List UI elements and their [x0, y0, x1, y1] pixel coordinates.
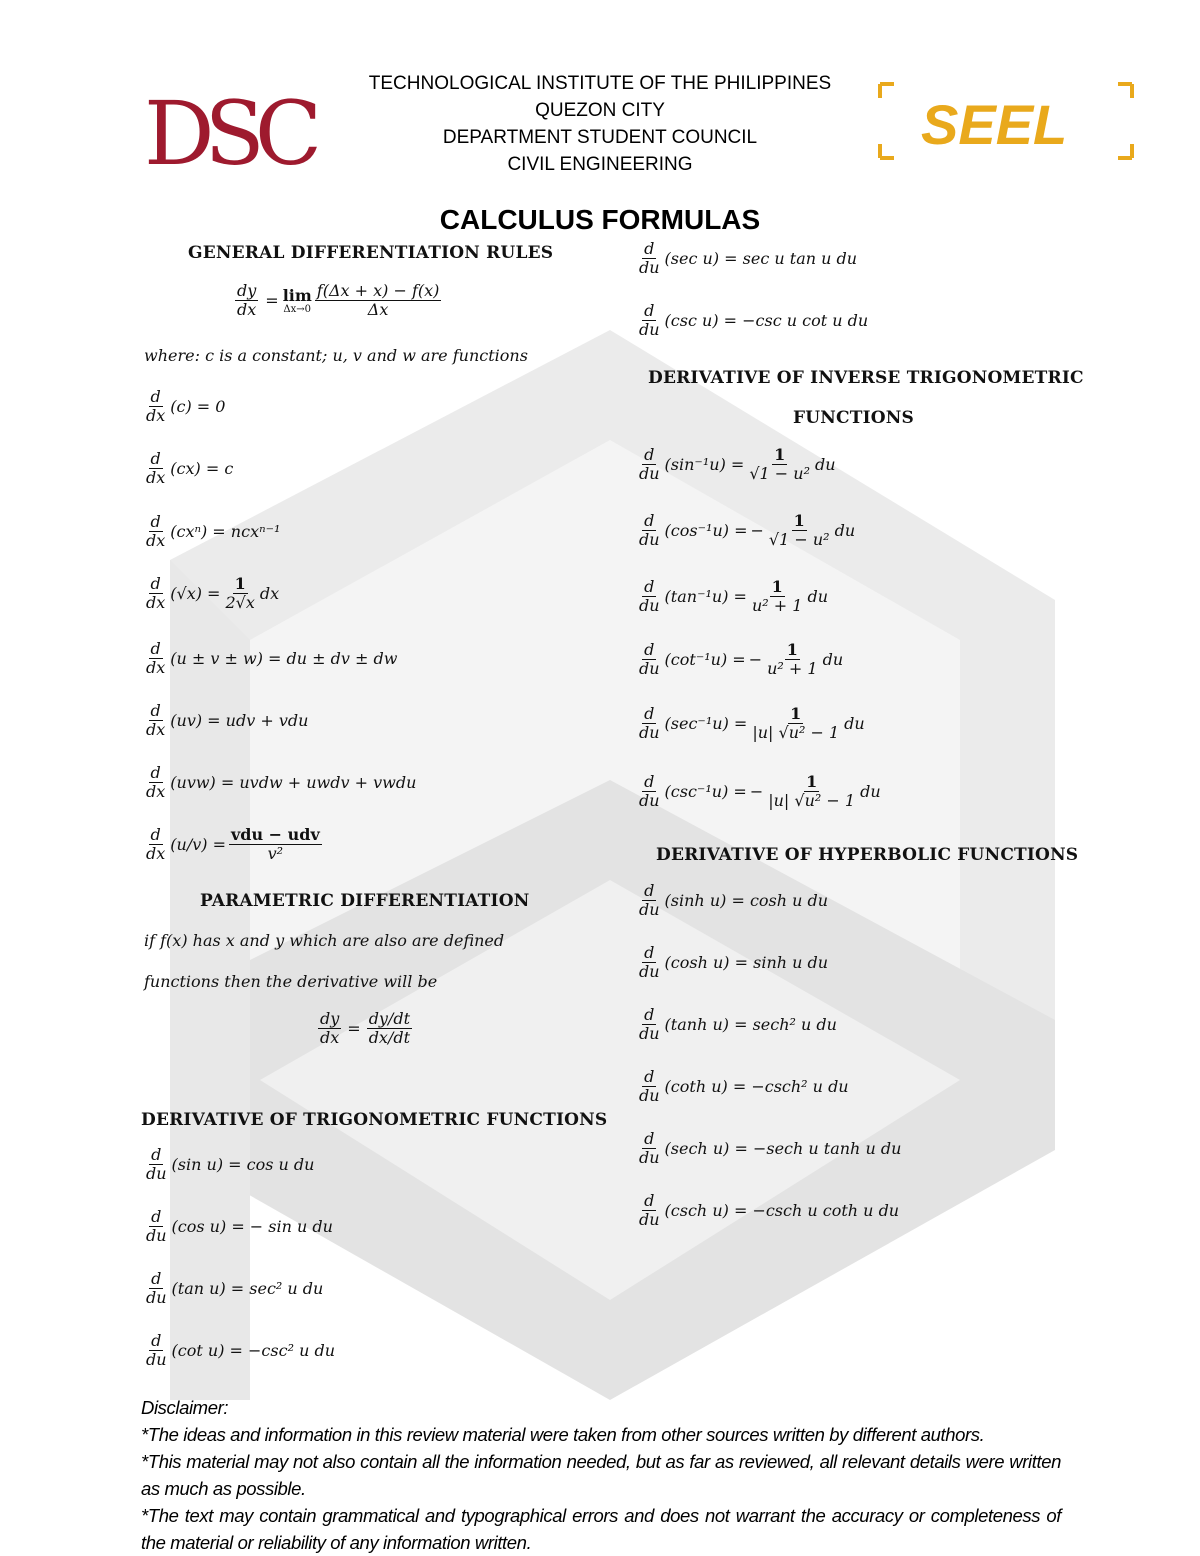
derivative-operator: $\frac{d}{dx}$: [146, 825, 166, 863]
derivative-operator: $\frac{d}{du}$: [639, 943, 660, 981]
seel-logo-text: SEEL: [921, 93, 1068, 156]
disclaimer-title: Disclaimer:: [141, 1397, 229, 1418]
parametric-formula: $\frac{dy}{dx}$ = $\frac{dy/dt}{dx/dt}$: [320, 1009, 411, 1047]
derivative-operator: $\frac{d}{dx}$: [146, 449, 166, 487]
section-general: GENERAL DIFFERENTIATION RULES: [188, 243, 554, 263]
dsc-logo: [144, 82, 313, 185]
general-rule: $\frac{d}{dx}$ (uv) = udv + vdu: [146, 701, 309, 739]
trig-rule: $\frac{d}{du}$ (cot u) = −csc² u du: [146, 1331, 335, 1369]
derivative-operator: $\frac{d}{du}$: [639, 1191, 660, 1229]
hyperbolic-rule: $\frac{d}{du}$ (tanh u) = sech² u du: [639, 1005, 837, 1043]
section-trig: DERIVATIVE OF TRIGONOMETRIC FUNCTIONS: [141, 1110, 608, 1130]
general-rule: $\frac{d}{dx}$ (u ± v ± w) = du ± dv ± dw: [146, 639, 398, 677]
derivative-operator: $\frac{d}{du}$: [639, 1067, 660, 1105]
derivative-operator: $\frac{d}{du}$: [146, 1331, 167, 1369]
derivative-operator: $\frac{d}{du}$: [639, 881, 660, 919]
city: QUEZON CITY: [535, 100, 665, 121]
department: CIVIL ENGINEERING: [507, 154, 693, 175]
section-inverse-line-2: FUNCTIONS: [793, 408, 914, 428]
section-inverse-line-1: DERIVATIVE OF INVERSE TRIGONOMETRIC: [648, 368, 1084, 388]
derivative-operator: $\frac{d}{dx}$: [146, 512, 166, 550]
hyperbolic-rule: $\frac{d}{du}$ (coth u) = −csch² u du: [639, 1067, 849, 1105]
trig-rule: $\frac{d}{du}$ (sin u) = cos u du: [146, 1145, 315, 1183]
council: DEPARTMENT STUDENT COUNCIL: [442, 127, 758, 148]
derivative-operator: $\frac{d}{du}$: [639, 704, 660, 742]
inverse-trig-rule: $\frac{d}{du}$ (sec⁻¹u) = $\frac{1}{\text{|u| √u² − 1}}$ du: [639, 704, 865, 742]
derivative-operator: $\frac{d}{du}$: [146, 1145, 167, 1183]
trig-rule: $\frac{d}{du}$ (sec u) = sec u tan u du: [639, 239, 858, 277]
disclaimer-item: *The text may contain grammatical and typographical errors and does not warrant the accuracy or completeness of the material or reliability of any information written.: [141, 1505, 1061, 1553]
derivative-operator: $\frac{d}{du}$: [639, 577, 660, 615]
trig-rule: $\frac{d}{du}$ (tan u) = sec² u du: [146, 1269, 324, 1307]
general-rule: $\frac{d}{dx}$ (cxⁿ) = ncxⁿ⁻¹: [146, 512, 281, 550]
derivative-operator: $\frac{d}{du}$: [639, 445, 660, 483]
hyperbolic-rule: $\frac{d}{du}$ (cosh u) = sinh u du: [639, 943, 829, 981]
inverse-trig-rule: $\frac{d}{du}$ (csc⁻¹u) = − $\frac{1}{\text{|u| √u² − 1}}$ du: [639, 772, 881, 810]
trig-rule: $\frac{d}{du}$ (csc u) = −csc u cot u du: [639, 301, 869, 339]
limit-definition: $\frac{dy}{dx}$ = lim Δx→0 $\frac{f(\Delta x + x) - f(x)}{\Delta x}$: [237, 281, 440, 319]
derivative-operator: $\frac{d}{du}$: [639, 1129, 660, 1167]
inverse-trig-rule: $\frac{d}{du}$ (tan⁻¹u) = $\frac{1}{\text{u² + 1}}$ du: [639, 577, 828, 615]
trig-rule: $\frac{d}{du}$ (cos u) = − sin u du: [146, 1207, 333, 1245]
general-rule: $\frac{d}{dx}$ (u/v) = $\frac{\text{vdu − udv}}{\text{v²}}$: [146, 825, 320, 863]
general-rule: $\frac{d}{dx}$ (cx) = c: [146, 449, 234, 487]
derivative-operator: $\frac{d}{dx}$: [146, 574, 166, 612]
derivative-operator: $\frac{d}{du}$: [639, 1005, 660, 1043]
institution-name: TECHNOLOGICAL INSTITUTE OF THE PHILIPPINES: [368, 73, 832, 94]
hyperbolic-rule: $\frac{d}{du}$ (sech u) = −sech u tanh u du: [639, 1129, 902, 1167]
disclaimer-item: *The ideas and information in this review material were taken from other sources written by different authors.: [141, 1424, 985, 1445]
general-rule: $\frac{d}{dx}$ (√x) = $\frac{1}{2√x}$ dx: [146, 574, 280, 612]
inverse-trig-rule: $\frac{d}{du}$ (cot⁻¹u) = − $\frac{1}{\text{u² + 1}}$ du: [639, 640, 844, 678]
disclaimer-item: *This material may not also contain all the information needed, but as far as reviewed, all relevant details were written as much as possible.: [141, 1451, 1061, 1499]
derivative-operator: $\frac{d}{du}$: [639, 772, 660, 810]
where-note: where: c is a constant; u, v and w are functions: [144, 346, 528, 365]
disclaimer: [141, 1394, 1061, 1556]
derivative-operator: $\frac{d}{du}$: [639, 511, 660, 549]
general-rule: $\frac{d}{dx}$ (c) = 0: [146, 387, 226, 425]
derivative-operator: $\frac{d}{dx}$: [146, 639, 166, 677]
derivative-operator: $\frac{d}{du}$: [146, 1207, 167, 1245]
derivative-operator: $\frac{d}{du}$: [639, 301, 660, 339]
inverse-trig-rule: $\frac{d}{du}$ (cos⁻¹u) = − $\frac{1}{\text{√1 − u²}}$ du: [639, 511, 856, 549]
page-title: CALCULUS FORMULAS: [439, 204, 761, 235]
derivative-operator: $\frac{d}{du}$: [639, 239, 660, 277]
section-hyperbolic: DERIVATIVE OF HYPERBOLIC FUNCTIONS: [656, 845, 1079, 865]
hyperbolic-rule: $\frac{d}{du}$ (csch u) = −csch u coth u du: [639, 1191, 900, 1229]
parametric-line-1: if f(x) has x and y which are also are defined: [144, 931, 505, 950]
dsc-logo-text: DSC: [144, 82, 313, 185]
derivative-operator: $\frac{d}{dx}$: [146, 387, 166, 425]
inverse-trig-rule: $\frac{d}{du}$ (sin⁻¹u) = $\frac{1}{\text{√1 − u²}}$ du: [639, 445, 836, 483]
general-rule: $\frac{d}{dx}$ (uvw) = uvdw + uwdv + vwdu: [146, 763, 417, 801]
derivative-operator: $\frac{d}{dx}$: [146, 701, 166, 739]
parametric-line-2: functions then the derivative will be: [144, 972, 438, 991]
seel-logo: [876, 80, 1136, 162]
derivative-operator: $\frac{d}{du}$: [146, 1269, 167, 1307]
derivative-operator: $\frac{d}{dx}$: [146, 763, 166, 801]
derivative-operator: $\frac{d}{du}$: [639, 640, 660, 678]
hyperbolic-rule: $\frac{d}{du}$ (sinh u) = cosh u du: [639, 881, 829, 919]
section-parametric: PARAMETRIC DIFFERENTIATION: [200, 891, 530, 911]
